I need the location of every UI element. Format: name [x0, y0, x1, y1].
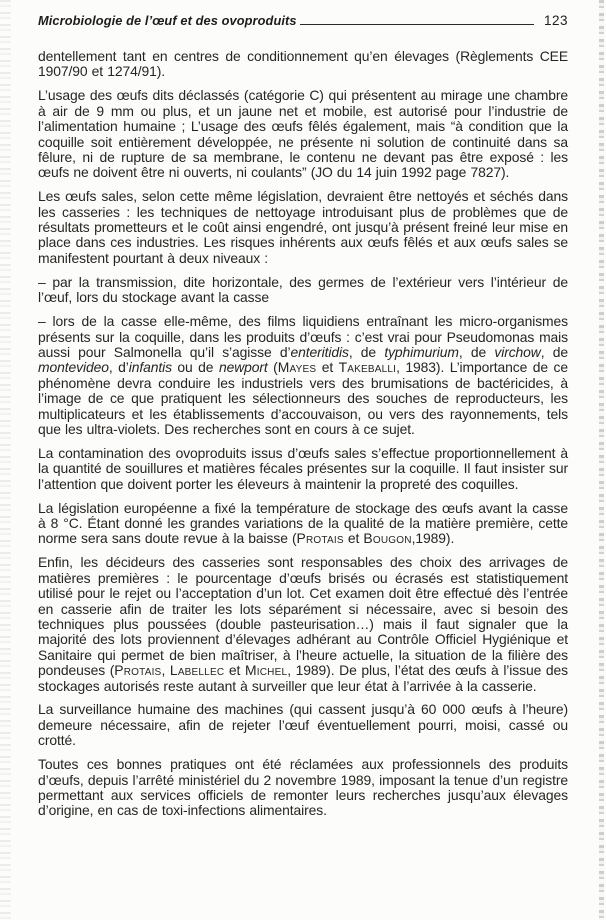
text-run: , [161, 662, 170, 679]
paragraph [38, 757, 568, 819]
italic-text: virchow [494, 343, 541, 360]
text-run: et [316, 359, 339, 376]
paragraph [38, 702, 568, 748]
text-run: et [343, 530, 364, 547]
text-run: La contamination des ovoproduits issus d’œufs sales s’effectue proportionnellement à la quantité de souillures et matières fécales présentes sur la coquille. Il faut insister sur l’attention que doivent porter les éleveurs à maintenir la propreté des coquilles. [38, 444, 568, 492]
text-run: – lors de la casse elle-même, des films liquidiens entraînant les micro-organismes présents sur la coquille, dans les produits d’œufs : c’est vrai pour Pseudomonas mais aussi pour Salmonella qu’il s’agisse d’ [38, 313, 568, 360]
smallcaps-author: Takeballi [338, 359, 397, 376]
text-run: , de [540, 343, 568, 360]
paragraph [38, 314, 568, 437]
text-run: dentellement tant en centres de conditionnement qu’en élevages (Règlements CEE 1907/90 et 1274/91). [38, 48, 568, 80]
text-run: , d’ [108, 359, 129, 376]
smallcaps-author: Michel [245, 662, 288, 679]
italic-text: typhimurium [384, 343, 459, 360]
text-run: La législation européenne a fixé la température de stockage des œufs avant la casse à 8 °C. Étant donné les grandes variations de la qualité de la matière première, cette norme sera sans doute revue à la baisse ( [38, 499, 568, 547]
running-header [38, 13, 568, 28]
paragraph [38, 501, 568, 547]
page-number: 123 [543, 13, 568, 28]
paragraph [38, 49, 568, 80]
text-run: Toutes ces bonnes pratiques ont été réclamées aux professionnels des produits d’œufs, depuis l’arrêté ministériel du 2 novembre 1989, imposant la tenue d’un registre permettant aux services officiels de remonter leurs recherches jusqu’aux élevages d’origine, en cas de toxi-infections alimentaires. [38, 756, 568, 819]
text-run: – par la transmission, dite horizontale, des germes de l’extérieur vers l’intérieur de l’œuf, lors du stockage avant la casse [38, 273, 568, 306]
italic-text: newport [218, 359, 268, 376]
smallcaps-author: Protais [296, 530, 344, 547]
header-rule [300, 24, 534, 25]
text-run: Enfin, les décideurs des casseries sont responsables des choix des arrivages de matières premières : le pourcentage d’œufs brisés ou écrasés est statistiquement utilisé pour le rejet ou l’acceptation d’un lot. Cet examen doit être effectué dès l’entrée en casserie afin de traiter les lots séparément si nécessaire, avec si besoin des techniques plus poussées (double pasteurisation…) mais il faut signaler que la majorité des lots proviennent d’élevages adhérant au Contrôle Officiel Hygiénique et Sanitaire qui permet de bien maîtriser, à l’heure actuelle, la situation de la filière des pondeuses ( [38, 554, 568, 679]
smallcaps-author: Bougon [363, 530, 412, 547]
paragraph [38, 446, 568, 492]
italic-text: enteritidis [290, 343, 349, 360]
text-run: L’usage des œufs dits déclassés (catégorie C) qui présentent au mirage une chambre à air de 9 mm ou plus, et un jaune net et mobile, est autorisé pour l’industrie de l’alimentation humaine ; L’usage des œufs fêlés également, mais “à condition que la coquille soit entièrement développée, ne présente ni solution de continuité dans sa fêlure, ni de rupture de sa membrane, le contenu ne devant pas être exposé : les œufs ne doivent être ni ouverts, ni coulants” (JO du 14 juin 1992 page 7827). [38, 87, 568, 181]
text-run: , de [458, 343, 495, 360]
text-run: Les œufs sales, selon cette même législation, devraient être nettoyés et séchés dans les casseries : les techniques de nettoyage introduisant plus de problèmes que de résultats prometteurs et le coût ainsi engendré, ont jusqu’à présent freiné leur mise en place dans ces industries. Les risques inhérents aux œufs fêlés et aux œufs sales se manifestent pourtant à deux niveaux : [38, 188, 568, 266]
text-run: La surveillance humaine des machines (qui cassent jusqu’à 60 000 œufs à l’heure) demeure nécessaire, afin de rejeter l’œuf éventuellement pourri, moisi, cassé ou crotté. [38, 701, 568, 749]
paragraph [38, 275, 568, 306]
paragraph [38, 555, 568, 694]
header-title: Microbiologie de l’œuf et des ovoproduits [38, 13, 297, 28]
paragraph [38, 88, 568, 180]
text-run: ou de [171, 359, 219, 376]
page-body [38, 49, 568, 819]
smallcaps-author: Labellec [169, 662, 225, 679]
smallcaps-author: Mayes [277, 359, 317, 376]
italic-text: infantis [128, 359, 172, 376]
paragraph [38, 189, 568, 266]
text-run: , 1983). L’importance de ce phénomène devra conduire les industriels vers des brumisations de bactéricides, à l’image de ce que pratiquent les sélectionneurs des souches de reproducteurs, les multiplicateurs et les établissements d’accouvaison, ou vers des rayonnements, tels que les ultra-violets. Des recherches sont en cours à ce sujet. [38, 359, 568, 437]
text-run: , de [348, 343, 385, 360]
italic-text: montevideo [38, 359, 109, 376]
text-run: , 1989). De plus, l’état des œufs à l’issue des stockages autorisés reste autant à surveiller que leur état à l’arrivée à la casserie. [38, 662, 568, 694]
text-run: ,1989). [411, 530, 455, 547]
text-run: et [224, 662, 245, 679]
smallcaps-author: Protais [114, 662, 162, 679]
text-run: ( [267, 359, 278, 376]
